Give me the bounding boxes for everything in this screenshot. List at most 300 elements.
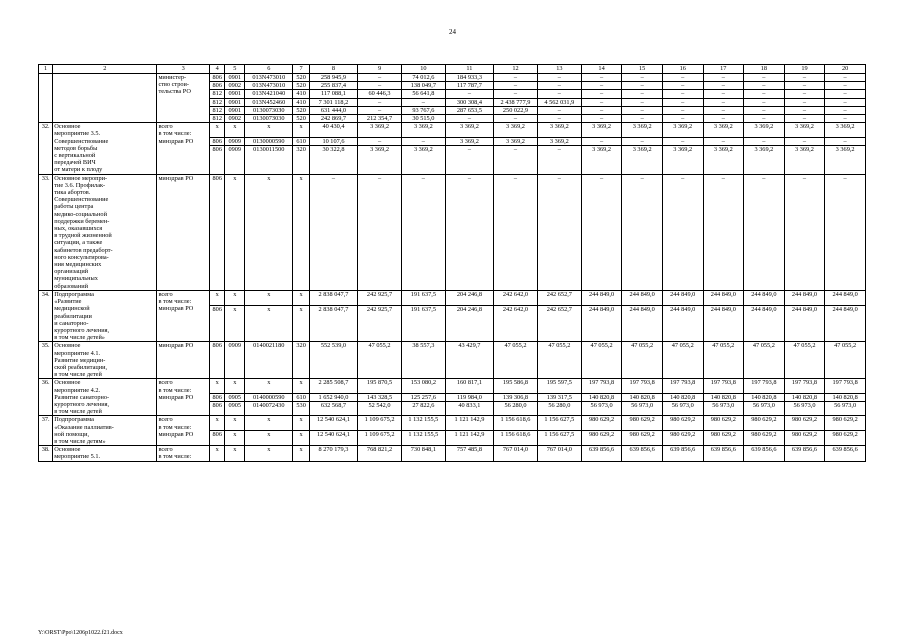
- amount-cell: 139 317,5: [537, 393, 581, 401]
- code-cell: 410: [293, 90, 309, 98]
- amount-cell: 3 369,2: [744, 145, 785, 174]
- activity-name-line: реабилитации: [54, 312, 92, 320]
- amount-cell: –: [703, 74, 744, 82]
- code-cell: 0905: [225, 393, 245, 401]
- amount-cell: –: [309, 174, 357, 290]
- amount-cell: 1 132 155,5: [401, 416, 445, 431]
- responsible-line: в том числе:: [158, 298, 192, 306]
- code-cell: х: [245, 290, 293, 305]
- amount-cell: 255 837,4: [309, 82, 357, 90]
- code-cell: х: [225, 123, 245, 137]
- activity-name-line: ной помощи,: [54, 430, 90, 438]
- amount-cell: –: [622, 82, 663, 90]
- code-cell: 0909: [225, 145, 245, 174]
- activity-name-line: медико-социальной: [54, 210, 107, 218]
- amount-cell: 3 369,2: [825, 123, 866, 137]
- amount-cell: 244 849,0: [744, 290, 785, 305]
- amount-cell: 197 793,8: [662, 379, 703, 393]
- amount-cell: 639 856,6: [744, 446, 785, 461]
- activity-name: [53, 74, 157, 123]
- activity-name-line: методов борьбы: [54, 144, 98, 152]
- amount-cell: 244 849,0: [622, 290, 663, 305]
- activity-name-line: Совершенствование: [54, 196, 109, 204]
- code-cell: х: [293, 446, 309, 461]
- code-cell: х: [293, 123, 309, 137]
- code-cell: 610: [293, 137, 309, 145]
- amount-cell: –: [537, 74, 581, 82]
- code-cell: 0909: [225, 137, 245, 145]
- table-row: [39, 446, 866, 461]
- amount-cell: 47 055,2: [825, 342, 866, 379]
- amount-cell: –: [662, 174, 703, 290]
- activity-name-line: Основное: [54, 446, 81, 454]
- amount-cell: –: [401, 98, 445, 106]
- amount-cell: 117 787,7: [445, 82, 493, 90]
- amount-cell: –: [662, 90, 703, 98]
- responsible-line: всего: [158, 290, 173, 298]
- amount-cell: 300 308,4: [445, 98, 493, 106]
- activity-name-line: мероприятие 4.2.: [54, 386, 101, 394]
- amount-cell: 980 629,2: [622, 416, 663, 431]
- code-cell: 812: [210, 106, 225, 114]
- amount-cell: 3 369,2: [537, 123, 581, 137]
- amount-cell: 639 856,6: [825, 446, 866, 461]
- header-cell: 20: [825, 65, 866, 74]
- responsible-line: минздрав РО: [158, 342, 194, 350]
- amount-cell: 140 820,8: [703, 393, 744, 401]
- amount-cell: –: [537, 174, 581, 290]
- amount-cell: 242 642,0: [494, 305, 538, 342]
- code-cell: х: [293, 305, 309, 342]
- amount-cell: 140 820,8: [662, 393, 703, 401]
- amount-cell: –: [622, 106, 663, 114]
- code-cell: 0902: [225, 115, 245, 123]
- code-cell: х: [210, 379, 225, 393]
- amount-cell: 3 369,2: [401, 145, 445, 174]
- amount-cell: 56 973,0: [581, 401, 622, 415]
- code-cell: 013N452460: [245, 98, 293, 106]
- activity-name-line: ситуации, а также: [54, 239, 103, 247]
- table-row: [39, 416, 866, 431]
- amount-cell: 125 257,6: [401, 393, 445, 401]
- header-cell: 13: [537, 65, 581, 74]
- row-number: [39, 74, 53, 123]
- activity-name-line: поддержки беремен-: [54, 217, 110, 225]
- header-cell: 9: [358, 65, 402, 74]
- amount-cell: 56 973,0: [703, 401, 744, 415]
- responsible-line: в том числе:: [158, 130, 192, 138]
- amount-cell: 7 301 118,2: [309, 98, 357, 106]
- activity-name-line: тика абортов.: [54, 189, 91, 197]
- amount-cell: 3 369,2: [784, 145, 825, 174]
- activity-name-line: ния медицинских: [54, 261, 102, 269]
- amount-cell: –: [358, 174, 402, 290]
- code-cell: х: [293, 431, 309, 446]
- code-cell: 0901: [225, 106, 245, 114]
- responsible-line: в том числе:: [158, 453, 192, 461]
- code-cell: 013007З030: [245, 115, 293, 123]
- responsible-executor: [157, 174, 210, 290]
- amount-cell: 1 109 675,2: [358, 431, 402, 446]
- amount-cell: 980 629,2: [581, 431, 622, 446]
- amount-cell: 27 822,6: [401, 401, 445, 415]
- code-cell: 520: [293, 115, 309, 123]
- responsible-line: тельства РО: [158, 88, 191, 96]
- responsible-line: министер-: [158, 74, 187, 81]
- header-row: [39, 65, 866, 74]
- activity-name-line: в трудной жизненной: [54, 232, 112, 240]
- code-cell: х: [293, 416, 309, 431]
- responsible-line: всего: [158, 446, 173, 454]
- table-row: [39, 342, 866, 379]
- amount-cell: –: [494, 74, 538, 82]
- code-cell: 530: [293, 401, 309, 415]
- amount-cell: –: [703, 115, 744, 123]
- activity-name: [53, 174, 157, 290]
- amount-cell: –: [537, 106, 581, 114]
- code-cell: 0902: [225, 82, 245, 90]
- amount-cell: –: [662, 115, 703, 123]
- amount-cell: –: [662, 74, 703, 82]
- amount-cell: 140 820,8: [744, 393, 785, 401]
- activity-name-line: Основное: [54, 342, 81, 350]
- code-cell: х: [225, 305, 245, 342]
- activity-name-line: в том числе детей: [54, 408, 102, 416]
- amount-cell: 242 652,7: [537, 305, 581, 342]
- code-cell: х: [293, 290, 309, 305]
- amount-cell: –: [494, 115, 538, 123]
- amount-cell: 56 973,0: [784, 401, 825, 415]
- header-cell: 8: [309, 65, 357, 74]
- amount-cell: 3 369,2: [744, 123, 785, 137]
- amount-cell: –: [622, 137, 663, 145]
- amount-cell: –: [784, 137, 825, 145]
- amount-cell: 639 856,6: [703, 446, 744, 461]
- header-cell: 1: [39, 65, 53, 74]
- amount-cell: 56 280,0: [494, 401, 538, 415]
- code-cell: 806: [210, 174, 225, 290]
- activity-name-line: мероприятие 4.1.: [54, 349, 101, 357]
- amount-cell: 639 856,6: [581, 446, 622, 461]
- code-cell: х: [225, 290, 245, 305]
- page-number: 24: [449, 28, 456, 36]
- amount-cell: 632 568,7: [309, 401, 357, 415]
- amount-cell: –: [537, 82, 581, 90]
- activity-name-line: в том числе детям»: [54, 437, 106, 445]
- responsible-line: всего: [158, 379, 173, 387]
- code-cell: х: [245, 431, 293, 446]
- amount-cell: –: [581, 82, 622, 90]
- amount-cell: –: [662, 98, 703, 106]
- amount-cell: 56 973,0: [622, 401, 663, 415]
- amount-cell: 244 849,0: [825, 290, 866, 305]
- amount-cell: 191 637,5: [401, 290, 445, 305]
- activity-name-line: мероприятие 5.1.: [54, 453, 101, 461]
- header-cell: 19: [784, 65, 825, 74]
- amount-cell: –: [622, 74, 663, 82]
- activity-name: [53, 123, 157, 174]
- activity-name-line: медицинской: [54, 305, 90, 313]
- amount-cell: –: [703, 82, 744, 90]
- amount-cell: –: [703, 137, 744, 145]
- code-cell: 806: [210, 137, 225, 145]
- responsible-line: минздрав РО: [158, 430, 194, 438]
- code-cell: 812: [210, 90, 225, 98]
- amount-cell: –: [825, 74, 866, 82]
- budget-table: [38, 64, 866, 462]
- amount-cell: –: [744, 137, 785, 145]
- amount-cell: 56 280,0: [537, 401, 581, 415]
- amount-cell: –: [662, 137, 703, 145]
- amount-cell: 250 022,9: [494, 106, 538, 114]
- amount-cell: –: [358, 137, 402, 145]
- activity-name-line: тие 3.6. Профилак-: [54, 181, 106, 189]
- amount-cell: –: [825, 98, 866, 106]
- code-cell: х: [245, 416, 293, 431]
- amount-cell: 140 820,8: [825, 393, 866, 401]
- responsible-executor: [157, 379, 210, 416]
- amount-cell: 3 369,2: [703, 145, 744, 174]
- amount-cell: –: [703, 90, 744, 98]
- amount-cell: 730 848,1: [401, 446, 445, 461]
- amount-cell: 56 641,8: [401, 90, 445, 98]
- amount-cell: 4 562 031,9: [537, 98, 581, 106]
- amount-cell: –: [622, 174, 663, 290]
- amount-cell: 191 637,5: [401, 305, 445, 342]
- activity-name: [53, 446, 157, 461]
- amount-cell: 767 014,0: [537, 446, 581, 461]
- code-cell: 806: [210, 393, 225, 401]
- code-cell: х: [210, 446, 225, 461]
- amount-cell: –: [662, 82, 703, 90]
- amount-cell: –: [358, 82, 402, 90]
- amount-cell: 12 540 624,1: [309, 431, 357, 446]
- amount-cell: –: [744, 74, 785, 82]
- amount-cell: 980 629,2: [744, 431, 785, 446]
- amount-cell: 1 156 627,5: [537, 431, 581, 446]
- table-row: [39, 174, 866, 290]
- amount-cell: 980 629,2: [825, 416, 866, 431]
- amount-cell: 639 856,6: [784, 446, 825, 461]
- amount-cell: 143 328,5: [358, 393, 402, 401]
- responsible-executor: [157, 123, 210, 174]
- code-cell: х: [225, 416, 245, 431]
- responsible-line: ство стрoи-: [158, 81, 190, 89]
- amount-cell: 60 446,3: [358, 90, 402, 98]
- activity-name-line: организаций: [54, 268, 89, 276]
- amount-cell: 12 540 624,1: [309, 416, 357, 431]
- amount-cell: 3 369,2: [703, 123, 744, 137]
- amount-cell: –: [784, 174, 825, 290]
- amount-cell: –: [703, 98, 744, 106]
- code-cell: 806: [210, 82, 225, 90]
- code-cell: 0130000590: [245, 137, 293, 145]
- amount-cell: 204 246,8: [445, 305, 493, 342]
- amount-cell: 47 055,2: [494, 342, 538, 379]
- amount-cell: –: [744, 174, 785, 290]
- amount-cell: –: [537, 115, 581, 123]
- amount-cell: 3 369,2: [581, 123, 622, 137]
- activity-name-line: ного консультирова-: [54, 253, 109, 261]
- code-cell: х: [245, 446, 293, 461]
- code-cell: х: [210, 290, 225, 305]
- amount-cell: 56 973,0: [825, 401, 866, 415]
- amount-cell: 244 849,0: [581, 305, 622, 342]
- amount-cell: –: [494, 174, 538, 290]
- activity-name-line: курортного лечения,: [54, 326, 110, 334]
- amount-cell: 1 121 142,9: [445, 416, 493, 431]
- amount-cell: 3 369,2: [825, 145, 866, 174]
- amount-cell: 2 838 047,7: [309, 290, 357, 305]
- code-cell: 410: [293, 98, 309, 106]
- code-cell: 0901: [225, 74, 245, 82]
- amount-cell: 38 557,3: [401, 342, 445, 379]
- code-cell: х: [225, 431, 245, 446]
- code-cell: х: [245, 379, 293, 393]
- code-cell: х: [293, 379, 309, 393]
- amount-cell: 980 629,2: [662, 416, 703, 431]
- amount-cell: 768 821,2: [358, 446, 402, 461]
- activity-name-line: с вертикальной: [54, 152, 96, 160]
- amount-cell: 767 014,0: [494, 446, 538, 461]
- code-cell: 0130011500: [245, 145, 293, 174]
- responsible-line: минздрав РО: [158, 305, 194, 313]
- code-cell: 806: [210, 401, 225, 415]
- amount-cell: 43 429,7: [445, 342, 493, 379]
- activity-name-line: курортного лечения,: [54, 400, 110, 408]
- code-cell: 013N473010: [245, 74, 293, 82]
- amount-cell: 244 849,0: [703, 305, 744, 342]
- code-cell: 806: [210, 342, 225, 379]
- amount-cell: 197 793,8: [622, 379, 663, 393]
- amount-cell: 119 984,0: [445, 393, 493, 401]
- activity-name-line: Совершенствование: [54, 137, 109, 145]
- amount-cell: 212 354,7: [358, 115, 402, 123]
- amount-cell: 195 597,5: [537, 379, 581, 393]
- amount-cell: 3 369,2: [537, 137, 581, 145]
- amount-cell: 980 629,2: [703, 416, 744, 431]
- amount-cell: 1 156 627,5: [537, 416, 581, 431]
- amount-cell: 242 925,7: [358, 290, 402, 305]
- amount-cell: 1 156 618,6: [494, 431, 538, 446]
- activity-name-line: и санаторно-: [54, 319, 89, 327]
- header-cell: 12: [494, 65, 538, 74]
- code-cell: 0905: [225, 401, 245, 415]
- amount-cell: –: [537, 145, 581, 174]
- amount-cell: 244 849,0: [784, 290, 825, 305]
- header-cell: 6: [245, 65, 293, 74]
- amount-cell: 242 642,0: [494, 290, 538, 305]
- amount-cell: –: [445, 115, 493, 123]
- amount-cell: 93 767,6: [401, 106, 445, 114]
- header-cell: 14: [581, 65, 622, 74]
- amount-cell: –: [581, 106, 622, 114]
- table-row: [39, 379, 866, 393]
- activity-name: [53, 379, 157, 416]
- header-cell: 2: [53, 65, 157, 74]
- responsible-line: минздрав РО: [158, 174, 194, 182]
- code-cell: х: [210, 123, 225, 137]
- responsible-line: минздрав РО: [158, 137, 194, 145]
- table-row: [39, 123, 866, 137]
- table-row: [39, 74, 866, 82]
- code-cell: 013N421040: [245, 90, 293, 98]
- amount-cell: –: [401, 174, 445, 290]
- amount-cell: –: [744, 106, 785, 114]
- amount-cell: 3 369,2: [662, 145, 703, 174]
- amount-cell: 8 270 179,3: [309, 446, 357, 461]
- amount-cell: 197 793,8: [744, 379, 785, 393]
- activity-name-line: ской реабилитации,: [54, 363, 108, 371]
- amount-cell: 40 833,1: [445, 401, 493, 415]
- row-number: 33.: [39, 174, 53, 290]
- amount-cell: 631 444,0: [309, 106, 357, 114]
- header-cell: 15: [622, 65, 663, 74]
- footer-path: Y:\ORST\Ppo\1206p1022.f21.docx: [38, 630, 123, 636]
- activity-name-line: мероприятие 3.5.: [54, 130, 101, 138]
- amount-cell: –: [825, 174, 866, 290]
- amount-cell: 3 369,2: [494, 123, 538, 137]
- header-cell: 4: [210, 65, 225, 74]
- amount-cell: 287 653,5: [445, 106, 493, 114]
- amount-cell: –: [784, 74, 825, 82]
- amount-cell: –: [744, 82, 785, 90]
- amount-cell: 639 856,6: [662, 446, 703, 461]
- activity-name-line: в том числе детей»: [54, 334, 105, 342]
- amount-cell: –: [784, 98, 825, 106]
- activity-name-line: ных, оказавшихся: [54, 225, 103, 233]
- row-number: 34.: [39, 290, 53, 341]
- amount-cell: 980 629,2: [703, 431, 744, 446]
- code-cell: х: [225, 174, 245, 290]
- activity-name-line: передачей ВИЧ: [54, 159, 96, 167]
- row-number: 35.: [39, 342, 53, 379]
- header-cell: 7: [293, 65, 309, 74]
- amount-cell: 3 369,2: [445, 123, 493, 137]
- amount-cell: 47 055,2: [744, 342, 785, 379]
- amount-cell: 40 430,4: [309, 123, 357, 137]
- activity-name: [53, 416, 157, 446]
- amount-cell: –: [825, 106, 866, 114]
- code-cell: 320: [293, 342, 309, 379]
- amount-cell: 47 055,2: [358, 342, 402, 379]
- amount-cell: –: [581, 74, 622, 82]
- amount-cell: 184 933,3: [445, 74, 493, 82]
- amount-cell: 3 369,2: [358, 123, 402, 137]
- amount-cell: 1 109 675,2: [358, 416, 402, 431]
- amount-cell: 244 849,0: [622, 305, 663, 342]
- amount-cell: 242 652,7: [537, 290, 581, 305]
- amount-cell: 197 793,8: [784, 379, 825, 393]
- amount-cell: 3 369,2: [358, 145, 402, 174]
- amount-cell: 197 793,8: [825, 379, 866, 393]
- amount-cell: –: [358, 98, 402, 106]
- activity-name-line: работы центра: [54, 203, 94, 211]
- amount-cell: 3 369,2: [622, 123, 663, 137]
- amount-cell: 204 246,8: [445, 290, 493, 305]
- amount-cell: 153 080,2: [401, 379, 445, 393]
- amount-cell: –: [445, 174, 493, 290]
- activity-name-line: Развитие санаторно-: [54, 393, 110, 401]
- code-cell: 320: [293, 145, 309, 174]
- amount-cell: 30 515,0: [401, 115, 445, 123]
- code-cell: 806: [210, 305, 225, 342]
- code-cell: х: [225, 446, 245, 461]
- amount-cell: 3 369,2: [784, 123, 825, 137]
- amount-cell: 3 369,2: [494, 137, 538, 145]
- amount-cell: 47 055,2: [662, 342, 703, 379]
- activity-name-line: Основное меропри-: [54, 174, 108, 182]
